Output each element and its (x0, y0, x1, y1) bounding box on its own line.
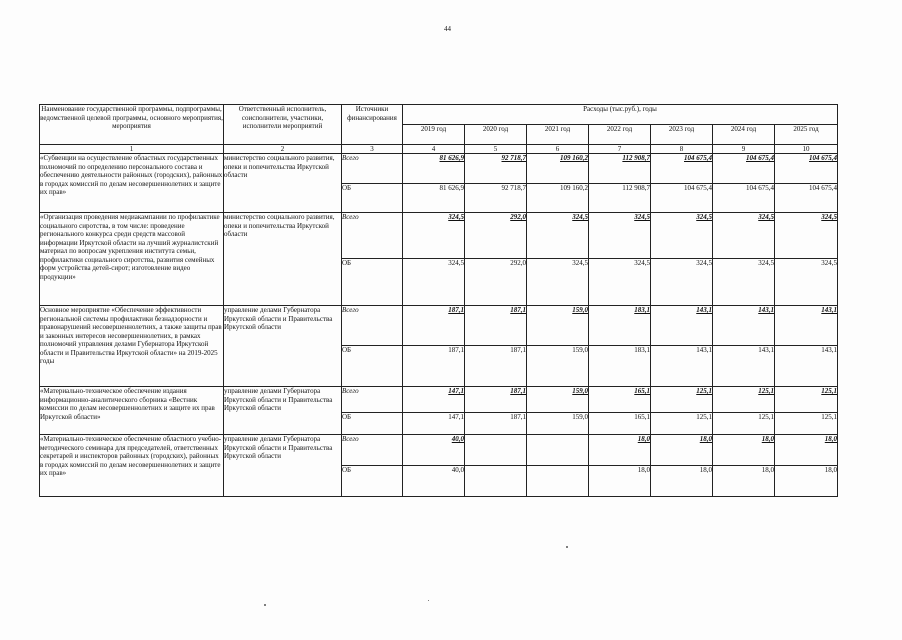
column-index: 5 (465, 145, 527, 154)
total-amount: 324,5 (403, 213, 465, 259)
total-amount: 143,1 (713, 306, 775, 346)
total-amount: 324,5 (775, 213, 838, 259)
year-header: 2021 год (527, 125, 589, 145)
total-amount: 18,0 (589, 435, 651, 466)
year-header: 2019 год (403, 125, 465, 145)
source-ob-label: ОБ (342, 184, 403, 213)
ob-amount: 81 626,9 (403, 184, 465, 213)
year-header: 2025 год (775, 125, 838, 145)
ob-amount: 324,5 (527, 259, 589, 306)
ob-amount: 109 160,2 (527, 184, 589, 213)
ob-amount: 125,1 (651, 413, 713, 435)
ob-amount: 143,1 (775, 346, 838, 387)
budget-table (39, 104, 838, 497)
activity-name: «Организация проведения медиакампании по профилактике социального сиротства, в том числе: проведение регионального конкурса среди средств массовой информации Иркутской области на лучший журналистский материал по вопросам укрепления института семьи, профилактики социального сиротства, развития семейных форм устройства детей-сирот; изготовление видео продукции» (40, 213, 224, 306)
scan-speck (566, 546, 568, 548)
total-amount: 92 718,7 (465, 154, 527, 184)
ob-amount: 324,5 (651, 259, 713, 306)
source-total-label: Всего (342, 387, 403, 413)
total-amount (527, 435, 589, 466)
ob-amount: 324,5 (713, 259, 775, 306)
source-column-header: Источники финансирования (342, 105, 403, 145)
ob-amount: 324,5 (403, 259, 465, 306)
scan-speck (264, 604, 266, 606)
ob-amount: 183,1 (589, 346, 651, 387)
ob-amount: 92 718,7 (465, 184, 527, 213)
source-total-label: Всего (342, 154, 403, 184)
executor: управление делами Губернатора Иркутской области и Правительства Иркутской области (224, 435, 342, 497)
ob-amount: 125,1 (775, 413, 838, 435)
total-amount: 324,5 (651, 213, 713, 259)
total-amount: 104 675,4 (651, 154, 713, 184)
ob-amount: 147,1 (403, 413, 465, 435)
total-amount: 187,1 (403, 306, 465, 346)
name-column-header: Наименование государственной программы, подпрограммы, ведомственной целевой программы, основного мероприятия, мероприятия (40, 105, 224, 145)
expenses-column-header: Расходы (тыс.руб.), годы (403, 105, 838, 125)
table-row (40, 306, 838, 346)
ob-amount: 18,0 (775, 466, 838, 497)
total-amount: 18,0 (651, 435, 713, 466)
ob-amount: 125,1 (713, 413, 775, 435)
source-ob-label: ОБ (342, 346, 403, 387)
source-total-label: Всего (342, 213, 403, 259)
total-amount: 125,1 (651, 387, 713, 413)
ob-amount: 165,1 (589, 413, 651, 435)
ob-amount: 324,5 (775, 259, 838, 306)
total-amount: 40,0 (403, 435, 465, 466)
column-index: 2 (224, 145, 342, 154)
total-amount: 18,0 (775, 435, 838, 466)
year-header: 2023 год (651, 125, 713, 145)
activity-name: Основное мероприятие «Обеспечение эффективности региональной системы профилактики безнадзорности и правонарушений несовершеннолетних, а также защиты прав и законных интересов несовершеннолетних, в рамках полномочий управления делами Губернатора Иркутской области и Правительства Иркутской области» на 2019-2025 годы (40, 306, 224, 387)
total-amount: 324,5 (527, 213, 589, 259)
total-amount: 159,0 (527, 306, 589, 346)
total-amount: 187,1 (465, 306, 527, 346)
total-amount: 104 675,4 (775, 154, 838, 184)
total-amount: 125,1 (775, 387, 838, 413)
executor: министерство социального развития, опеки и попечительства Иркутской области (224, 213, 342, 306)
ob-amount: 159,0 (527, 413, 589, 435)
ob-amount: 324,5 (589, 259, 651, 306)
ob-amount: 187,1 (465, 346, 527, 387)
total-amount: 187,1 (465, 387, 527, 413)
source-ob-label: ОБ (342, 259, 403, 306)
page-number: 44 (444, 25, 451, 33)
total-amount (465, 435, 527, 466)
ob-amount: 187,1 (403, 346, 465, 387)
column-index: 9 (713, 145, 775, 154)
column-index: 7 (589, 145, 651, 154)
ob-amount: 18,0 (589, 466, 651, 497)
ob-amount: 104 675,4 (713, 184, 775, 213)
source-ob-label: ОБ (342, 413, 403, 435)
total-amount: 81 626,9 (403, 154, 465, 184)
table-row (40, 154, 838, 184)
table-row (40, 387, 838, 413)
activity-name: «Материально-техническое обеспечение областного учебно-методического семинара для председателей, ответственных секретарей и инспекторов районных (городских), районных в городах комиссий по делам несовершеннолетних и защите их прав» (40, 435, 224, 497)
total-amount: 143,1 (775, 306, 838, 346)
column-index: 10 (775, 145, 838, 154)
ob-amount: 104 675,4 (651, 184, 713, 213)
ob-amount: 104 675,4 (775, 184, 838, 213)
total-amount: 125,1 (713, 387, 775, 413)
ob-amount: 18,0 (713, 466, 775, 497)
executor-column-header: Ответственный исполнитель, соисполнители, участники, исполнители мероприятий (224, 105, 342, 145)
column-index: 8 (651, 145, 713, 154)
total-amount: 18,0 (713, 435, 775, 466)
year-header: 2022 год (589, 125, 651, 145)
ob-amount: 143,1 (651, 346, 713, 387)
year-header: 2020 год (465, 125, 527, 145)
table-row (40, 213, 838, 259)
ob-amount: 159,0 (527, 346, 589, 387)
executor: управление делами Губернатора Иркутской области и Правительства Иркутской области (224, 306, 342, 387)
total-amount: 104 675,4 (713, 154, 775, 184)
total-amount: 183,1 (589, 306, 651, 346)
ob-amount (527, 466, 589, 497)
ob-amount: 40,0 (403, 466, 465, 497)
total-amount: 112 908,7 (589, 154, 651, 184)
total-amount: 143,1 (651, 306, 713, 346)
activity-name: «Субвенции на осуществление областных государственных полномочий по определению персонального состава и обеспечению деятельности районных (городских), районных в городах комиссий по делам несовершеннолетних и защите их прав» (40, 154, 224, 213)
column-index: 3 (342, 145, 403, 154)
scan-speck (428, 600, 429, 601)
source-ob-label: ОБ (342, 466, 403, 497)
total-amount: 147,1 (403, 387, 465, 413)
total-amount: 324,5 (713, 213, 775, 259)
total-amount: 292,0 (465, 213, 527, 259)
column-index: 6 (527, 145, 589, 154)
total-amount: 324,5 (589, 213, 651, 259)
ob-amount: 143,1 (713, 346, 775, 387)
total-amount: 165,1 (589, 387, 651, 413)
ob-amount (465, 466, 527, 497)
total-amount: 159,0 (527, 387, 589, 413)
ob-amount: 292,0 (465, 259, 527, 306)
ob-amount: 187,1 (465, 413, 527, 435)
column-index: 1 (40, 145, 224, 154)
table-row (40, 435, 838, 466)
ob-amount: 112 908,7 (589, 184, 651, 213)
executor: министерство социального развития, опеки и попечительства Иркутской области (224, 154, 342, 213)
year-header: 2024 год (713, 125, 775, 145)
activity-name: «Материально-техническое обеспечение издания информационно-аналитического сборника «Вестник комиссии по делам несовершеннолетних и защите их прав Иркутской области» (40, 387, 224, 435)
source-total-label: Всего (342, 435, 403, 466)
total-amount: 109 160,2 (527, 154, 589, 184)
source-total-label: Всего (342, 306, 403, 346)
column-index-row (40, 145, 838, 154)
ob-amount: 18,0 (651, 466, 713, 497)
column-index: 4 (403, 145, 465, 154)
executor: управление делами Губернатора Иркутской области и Правительства Иркутской области (224, 387, 342, 435)
